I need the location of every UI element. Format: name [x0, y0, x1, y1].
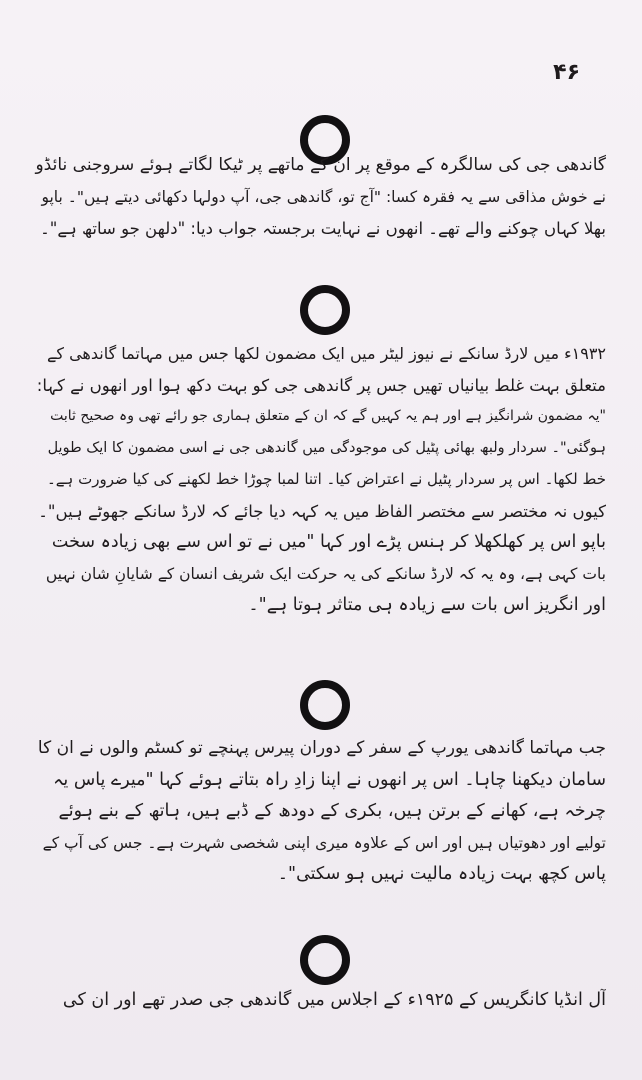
text-line: نے خوش مذاقی سے یہ فقرہ کسا: "آج تو، گاندھی جی، آپ دولہا دکھائی دیتے ہیں"۔ باپو	[41, 187, 606, 206]
text-line: آل انڈیا کانگریس کے ۱۹۲۵ء کے اجلاس میں گاندھی جی صدر تھے اور ان کی	[62, 990, 606, 1010]
text-line: ۱۹۳۲ء میں لارڈ سانکے نے نیوز لیٹر میں ایک مضمون لکھا جس میں مہاتما گاندھی کے	[47, 344, 606, 363]
text-line: بات کہی ہے، وہ یہ کہ لارڈ سانکے کی یہ حرکت ایک شریف انسان کے شایانِ شان نہیں	[45, 564, 606, 583]
section-divider-ring-icon	[300, 680, 350, 730]
text-line: بھلا کہاں چوکنے والے تھے۔ انھوں نے نہایت برجستہ جواب دیا: "دلھن جو ساتھ ہے"۔	[40, 219, 606, 238]
text-line: باپو اس پر کھلکھلا کر ہنس پڑے اور کہا "میں نے تو اس سے بھی زیادہ سخت	[51, 532, 606, 552]
paragraph-congress-session	[34, 985, 606, 1017]
text-line: متعلق بہت غلط بیانیاں تھیں جس پر گاندھی جی کو بہت دکھ ہوا اور انھوں نے کہا:	[36, 375, 606, 395]
text-line: خط لکھا۔ اس پر سردار پٹیل نے اعتراض کیا۔ اتنا لمبا چوڑا خط لکھنے کی کیا ضرورت ہے۔	[46, 470, 606, 488]
section-divider-ring-icon	[300, 935, 350, 985]
text-line: سامان دیکھنا چاہا۔ اس پر انھوں نے اپنا زادِ راہ بتاتے ہوئے کہا "میرے پاس یہ	[53, 769, 606, 790]
paragraph-paris-customs-anecdote	[34, 733, 606, 891]
paragraph-lord-sankey-anecdote	[34, 338, 606, 622]
text-line: چرخہ ہے، کھانے کے برتن ہیں، بکری کے دودھ کے ڈبے ہیں، ہاتھ کے بنے ہوئے	[58, 801, 606, 821]
paragraph-birthday-anecdote	[34, 150, 606, 245]
text-line: گاندھی جی کی سالگرہ کے موقع پر ان کے ماتھے پر ٹیکا لگاتے ہوئے سروجنی نائڈو	[35, 155, 606, 175]
text-line: اور انگریز اس بات سے زیادہ ہی متاثر ہوتا ہے"۔	[248, 595, 606, 615]
page-number: ۴۶	[553, 60, 580, 85]
text-line: ہوگئی"۔ سردار ولبھ بھائی پٹیل کی موجودگی میں گاندھی جی نے اسی مضمون کا ایک طویل	[47, 439, 606, 456]
text-line: پاس کچھ بہت زیادہ مالیت نہیں ہو سکتی"۔	[277, 864, 606, 884]
text-line: جب مہاتما گاندھی یورپ کے سفر کے دوران پیرس پہنچے تو کسٹم والوں نے ان کا	[37, 738, 606, 758]
text-line: کیوں نہ مختصر سے مختصر الفاظ میں یہ کہہ دیا جائے کہ لارڈ سانکے جھوٹے ہیں"۔	[38, 501, 606, 521]
text-line: تولیے اور دھوتیاں ہیں اور اس کے علاوہ میری اپنی شخصی شہرت ہے۔ جس کی آپ کے	[42, 833, 606, 852]
text-line: "یہ مضمون شرانگیز ہے اور ہم یہ کہیں گے کہ ان کے متعلق ہماری جو رائے تھی وہ صحیح ثابت	[50, 408, 606, 424]
section-divider-ring-icon	[300, 285, 350, 335]
